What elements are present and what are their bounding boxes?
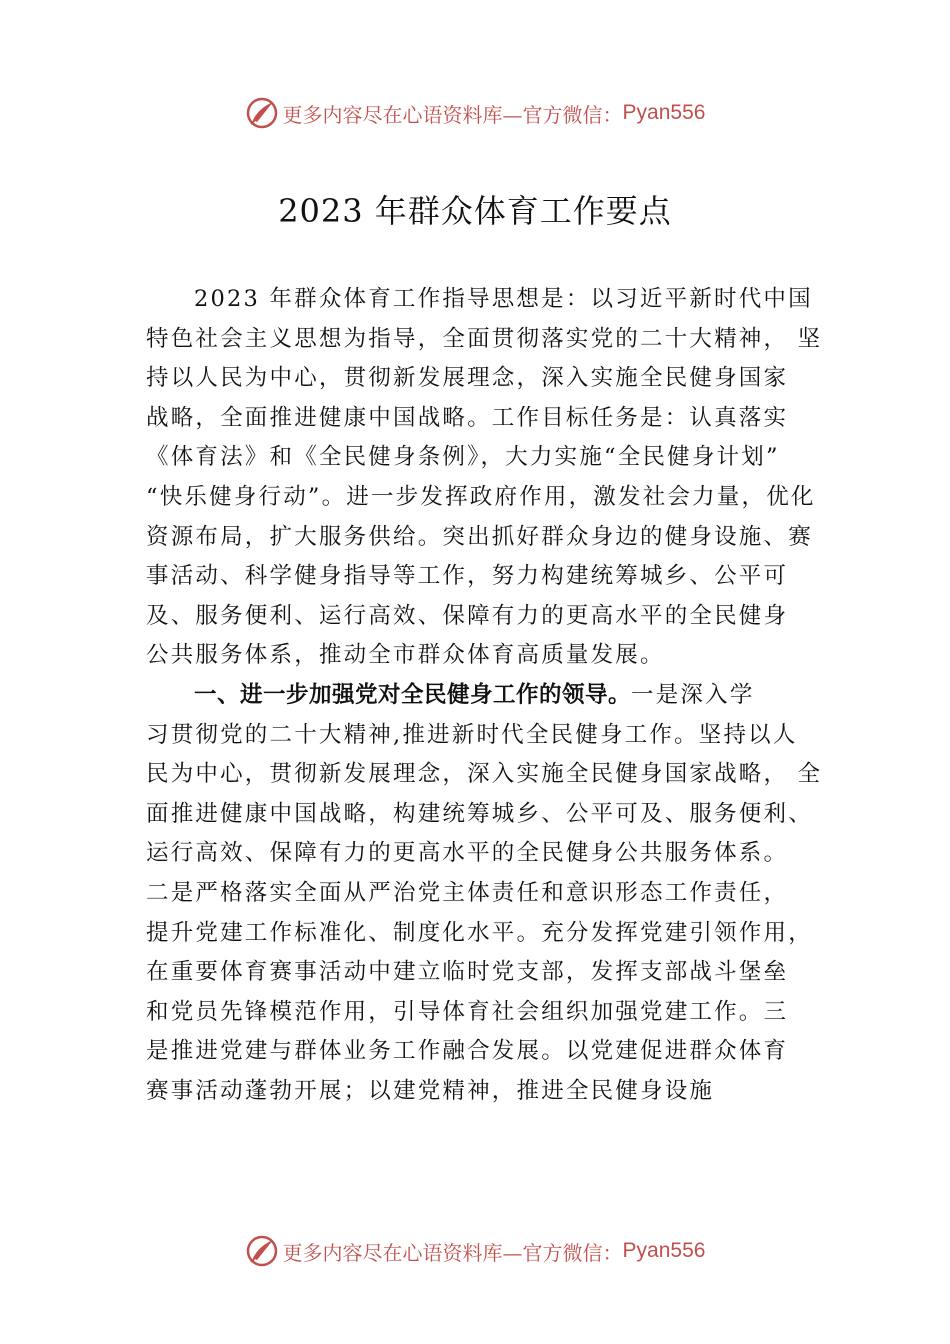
section-1-heading: 一、进一步加强党对全民健身工作的领导。 (194, 682, 632, 708)
text-line: 在重要体育赛事活动中建立临时党支部，发挥支部战斗堡垒 (146, 959, 789, 986)
intro-paragraph (146, 280, 823, 676)
text-line: 公共服务体系，推动全市群众体育高质量发展。 (146, 642, 665, 669)
text-line: 和党员先锋模范作用，引导体育社会组织加强党建工作。三 (146, 998, 789, 1025)
text-line: 《体育法》和《全民健身条例》，大力实施“全民健身计划” (146, 444, 780, 471)
section-1-heading-tail: 一是深入学 (631, 682, 755, 708)
text-line: 面推进健康中国战略，构建统筹城乡、公平可及、服务便利、 (146, 800, 813, 827)
text-line: 特色社会主义思想为指导，全面贯彻落实党的二十大精神， 坚 (146, 325, 823, 352)
text-line: 2023 年群众体育工作指导思想是：以习近平新时代中国 (194, 286, 813, 312)
text-line: 事活动、科学健身指导等工作，努力构建统筹城乡、公平可 (146, 563, 789, 590)
text-line: 运行高效、保障有力的更高水平的全民健身公共服务体系。 (146, 840, 789, 867)
header-watermark (0, 96, 950, 130)
text-line: 赛事活动蓬勃开展；以建党精神，推进全民健身设施 (146, 1077, 715, 1104)
watermark-text: 更多内容尽在心语资料库—官方微信： (282, 102, 623, 127)
section-1-first-line (146, 676, 818, 716)
text-line: 资源布局，扩大服务供给。突出抓好群众身边的健身设施、赛 (146, 523, 813, 550)
text-line: 是推进党建与群体业务工作融合发展。以党建促进群众体育 (146, 1038, 789, 1065)
section-1-paragraph (146, 676, 823, 1112)
text-line: 战略，全面推进健康中国战略。工作目标任务是：认真落实 (146, 404, 789, 431)
text-line: 民为中心，贯彻新发展理念，深入实施全民健身国家战略， 全 (146, 761, 823, 788)
text-line: 提升党建工作标准化、制度化水平。充分发挥党建引领作用， (146, 919, 813, 946)
document-title: 2023 年群众体育工作要点 (278, 192, 672, 230)
footer-watermark (0, 1234, 950, 1268)
watermark-handle: Pyan556 (622, 101, 706, 124)
text-line: 二是严格落实全面从严治党主体责任和意识形态工作责任， (146, 879, 789, 906)
watermark-handle: Pyan556 (622, 1239, 706, 1262)
quill-logo-icon (245, 1234, 279, 1268)
text-line: 持以人民为中心，贯彻新发展理念，深入实施全民健身国家 (146, 365, 789, 392)
quill-logo-icon (245, 96, 279, 130)
text-line: 习贯彻党的二十大精神,推进新时代全民健身工作。坚持以人 (146, 721, 798, 748)
text-line: “快乐健身行动”。进一步发挥政府作用，激发社会力量，优化 (146, 483, 816, 510)
text-line: 及、服务便利、运行高效、保障有力的更高水平的全民健身 (146, 602, 789, 629)
watermark-text: 更多内容尽在心语资料库—官方微信： (282, 1240, 623, 1265)
